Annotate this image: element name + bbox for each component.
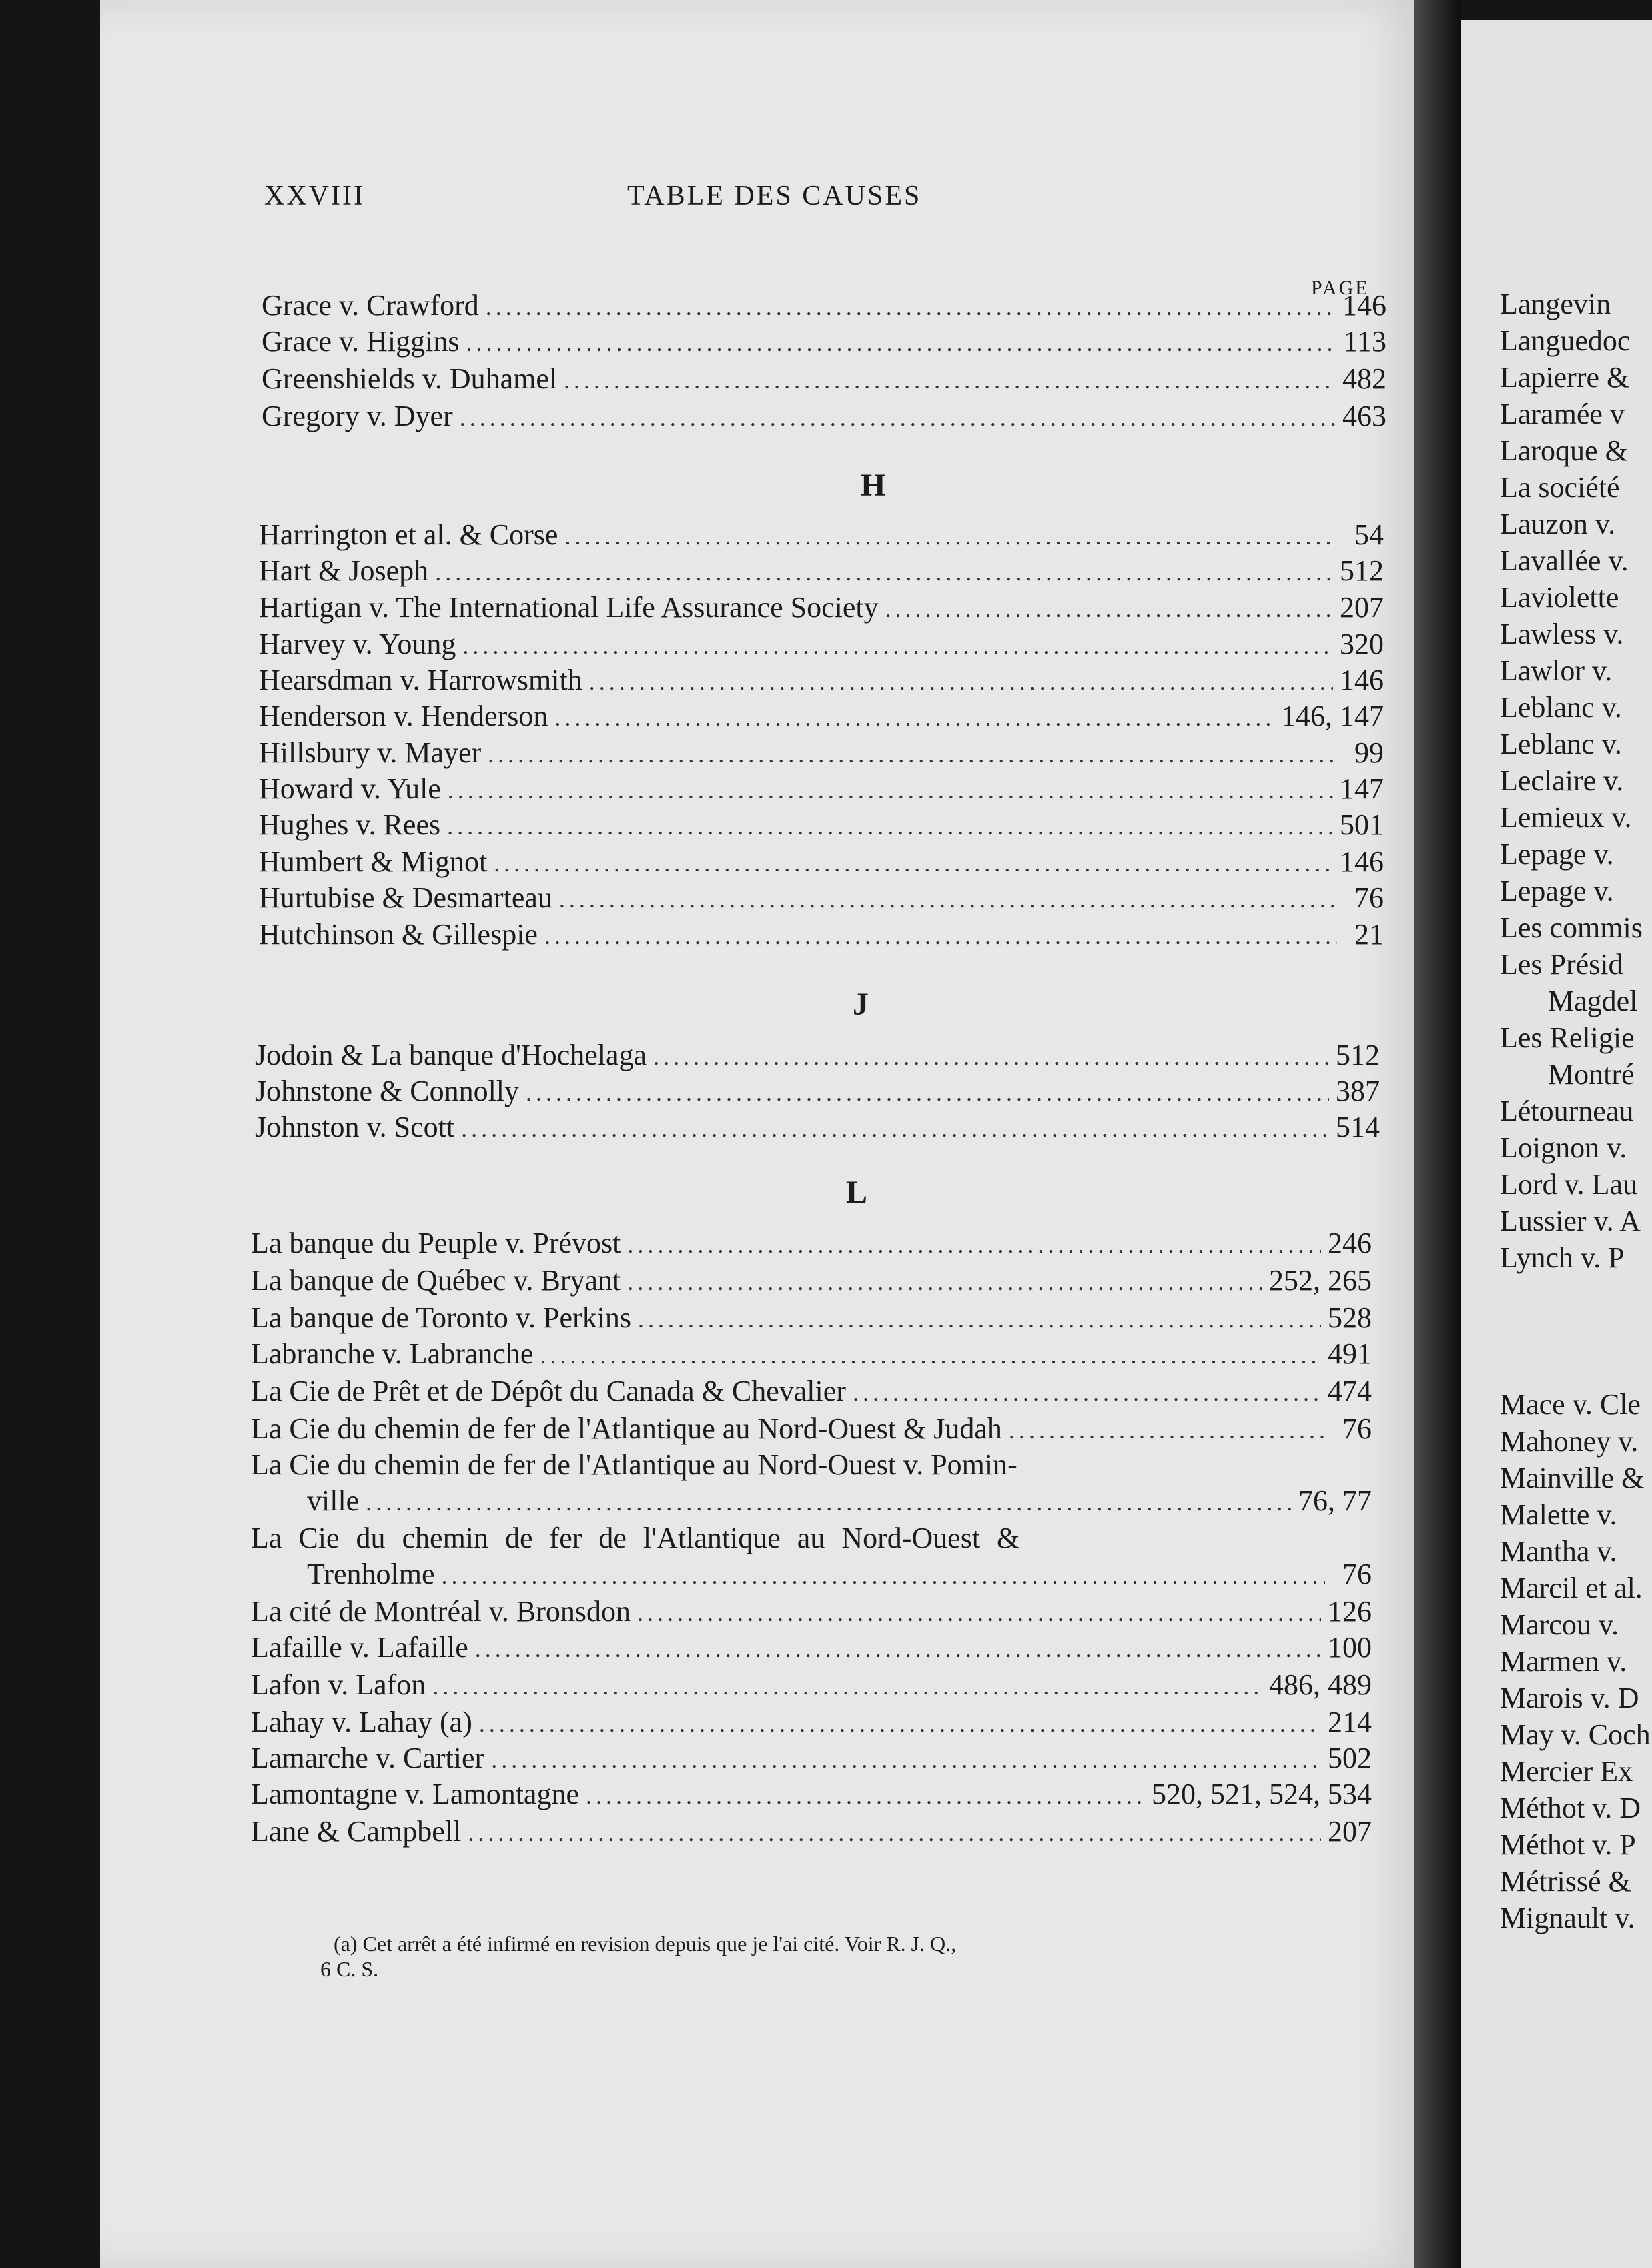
index-entry-continued: ville ..... 76, 77 [251,1484,1372,1520]
right-entry: Montré [1548,1058,1635,1091]
index-entry: La Cie de Prêt et de Dépôt du Canada & Chevalier ..... 474 [251,1374,1372,1410]
index-entry: Humbert & Mignot ..... 146 [259,844,1384,881]
right-entry: Méthot v. D [1500,1792,1641,1824]
right-entry: May v. Coch [1500,1718,1651,1751]
right-entry: Mainville & [1500,1462,1645,1494]
right-entry: Les commis [1500,911,1643,944]
index-entry: La banque du Peuple v. Prévost ..... 246 [251,1226,1372,1262]
right-entry: Mantha v. [1500,1535,1617,1568]
index-entry-continued: Trenholme ..... 76 [251,1557,1372,1593]
page-title: TABLE DES CAUSES [627,181,922,211]
right-entry: Les Présid [1500,948,1623,981]
right-entry: Languedoc [1500,324,1631,357]
index-entry: La banque de Québec v. Bryant ..... 252, 265 [251,1263,1372,1299]
right-entry: Mignault v. [1500,1902,1635,1934]
right-entry: Lapierre & [1500,361,1630,394]
index-entry: Hart & Joseph ..... 512 [259,554,1384,590]
section-letter-l: L [846,1175,868,1210]
index-entry: Lane & Campbell ..... 207 [251,1814,1372,1850]
index-entry: Lafaille v. Lafaille ..... 100 [251,1630,1372,1666]
index-entry: Johnston v. Scott ..... 514 [255,1110,1380,1146]
right-entry: Lussier v. A [1500,1205,1641,1237]
right-page-fragment [1461,20,1652,2268]
right-entry: La société [1500,471,1620,504]
right-entry: Lemieux v. [1500,801,1632,834]
index-entry: Harvey v. Young ..... 320 [259,627,1384,663]
right-entry: Laroque & [1500,434,1628,467]
right-entry: Lawlor v. [1500,654,1613,687]
index-entry: Lamontagne v. Lamontagne ..... 520, 521, 524, 534 [251,1777,1372,1813]
right-entry: Lauzon v. [1500,508,1616,540]
index-entry: Greenshields v. Duhamel ..... 482 [262,362,1386,398]
index-entry: Hearsdman v. Harrowsmith ..... 146 [259,663,1384,699]
right-entry: Métrissé & [1500,1865,1631,1898]
index-entry: Grace v. Higgins ..... 113 [262,324,1386,360]
right-entry: Lawless v. [1500,618,1624,650]
index-entry: Hartigan v. The International Life Assurance Society ..... 207 [259,590,1384,626]
right-entry: Méthot v. P [1500,1828,1636,1861]
right-entry: Lavallée v. [1500,544,1629,577]
index-entry: Hillsbury v. Mayer ..... 99 [259,736,1384,772]
right-entry: Lepage v. [1500,838,1614,871]
right-entry: Lynch v. P [1500,1241,1625,1274]
right-entry: Lepage v. [1500,875,1614,907]
index-entry: Harrington et al. & Corse ..... 54 [259,518,1384,554]
right-entry: Mercier Ex [1500,1755,1633,1788]
index-entry: La cité de Montréal v. Bronsdon ..... 126 [251,1594,1372,1630]
index-entry: La Cie du chemin de fer de l'Atlantique au Nord-Ouest & Judah ..... 76 [251,1411,1372,1448]
footnote [320,1931,1374,1982]
page-column-header: PAGE [1311,277,1370,299]
index-entry: Labranche v. Labranche ..... 491 [251,1337,1372,1373]
index-entry: Gregory v. Dyer ..... 463 [262,399,1386,435]
index-entry: Henderson v. Henderson ..... 146, 147 [259,699,1384,735]
index-entry: La banque de Toronto v. Perkins ..... 528 [251,1301,1372,1337]
right-entry: Laviolette [1500,581,1619,614]
right-entry: Leblanc v. [1500,691,1622,724]
index-entry: La Cie du chemin de fer de l'Atlantique au Nord-Ouest & [251,1522,1020,1554]
right-entry: Les Religie [1500,1021,1635,1054]
section-letter-j: J [853,987,869,1022]
right-entry: Magdel [1548,985,1638,1017]
right-entry: Laramée v [1500,398,1625,430]
right-entry: Létourneau [1500,1095,1634,1127]
right-entry: Mahoney v. [1500,1425,1639,1458]
right-entry: Langevin [1500,288,1611,320]
index-entry: Lafon v. Lafon ..... 486, 489 [251,1668,1372,1704]
right-entry: Leclaire v. [1500,764,1624,797]
right-entry: Leblanc v. [1500,728,1622,760]
section-letter-h: H [861,468,886,503]
right-entry: Loignon v. [1500,1131,1627,1164]
index-entry: Grace v. Crawford ..... 146 [262,288,1386,324]
right-entry: Marcil et al. [1500,1572,1643,1604]
index-entry: Jodoin & La banque d'Hochelaga ..... 512 [255,1038,1380,1074]
index-entry: Lamarche v. Cartier ..... 502 [251,1741,1372,1777]
book-gutter [1414,0,1461,2268]
index-entry: Hurtubise & Desmarteau ..... 76 [259,881,1384,917]
index-entry: Hutchinson & Gillespie ..... 21 [259,917,1384,953]
right-entry: Marois v. D [1500,1682,1639,1714]
index-entry: Hughes v. Rees ..... 501 [259,808,1384,844]
right-entry: Lord v. Lau [1500,1168,1638,1201]
right-entry: Mace v. Cle [1500,1388,1641,1421]
right-entry: Marcou v. [1500,1608,1619,1641]
page-number: XXVIII [264,181,365,211]
index-entry: Lahay v. Lahay (a) ..... 214 [251,1705,1372,1741]
index-entry: La Cie du chemin de fer de l'Atlantique au Nord-Ouest v. Pomin- [251,1448,1017,1481]
right-entry: Malette v. [1500,1498,1617,1531]
right-entry: Marmen v. [1500,1645,1627,1678]
index-entry: Johnstone & Connolly ..... 387 [255,1074,1380,1110]
footnote-line-2: 6 C. S. [320,1957,379,1981]
index-entry: Howard v. Yule ..... 147 [259,772,1384,808]
footnote-line-1: (a) Cet arrêt a été infirmé en revision depuis que je l'ai cité. Voir R. J. Q., [334,1932,957,1956]
